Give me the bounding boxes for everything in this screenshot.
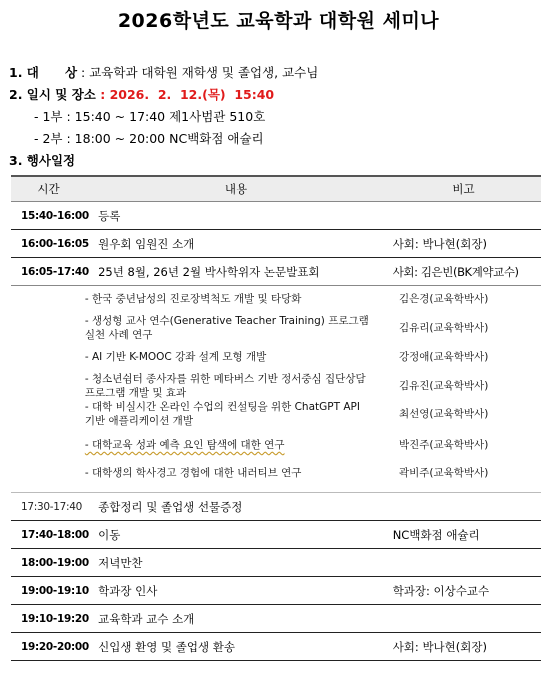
presentation-topic: - 한국 중년남성의 진로장벽척도 개발 및 타당화 [85,292,369,306]
when-value: : 2026. 2. 12.(목) 15:40 [95,87,275,102]
row-time: 17:30-17:40 [21,500,83,513]
list-item [11,350,541,364]
list-item [11,292,541,306]
row-note: 사회: 김은빈(BK계약교수) [392,264,519,279]
row-activity: 25년 8월, 26년 2월 박사학위자 논문발표회 [98,264,320,279]
presentation-topic: - 생성형 교사 연수(Generative Teacher Training) 프로그램 실천 사례 연구 [85,314,369,342]
target-value: : 교육학과 대학원 재학생 및 졸업생, 교수님 [77,65,319,80]
row-time: 16:05-17:40 [21,265,89,278]
table-row [11,202,541,230]
list-item [11,438,541,452]
presentation-topic: - AI 기반 K-MOOC 강좌 설계 모형 개발 [85,350,369,364]
schedule-table [11,175,541,661]
list-item [11,314,541,342]
part2-line: - 2부 : 18:00 ~ 20:00 NC백화점 애슐리 [34,131,264,146]
row-activity: 종합정리 및 졸업생 선물증정 [98,499,243,514]
row-time: 19:10-19:20 [21,612,89,625]
row-note: 학과장: 이상수교수 [392,583,490,598]
row-time: 17:40-18:00 [21,528,89,541]
row-activity: 저녁만찬 [98,555,143,570]
table-row [11,549,541,577]
table-header [11,175,541,202]
table-row [11,493,541,521]
row-activity: 학과장 인사 [98,583,158,598]
presentation-presenter: 강정애(교육학박사) [398,351,489,363]
list-item [11,466,541,480]
presentation-presenter: 김은경(교육학박사) [398,293,489,305]
row-time: 19:00-19:10 [21,584,89,597]
presentation-presenter: 김유진(교육학박사) [398,380,489,392]
presentation-presenter: 최선영(교육학박사) [398,408,489,420]
table-row [11,577,541,605]
presentation-list [11,286,541,493]
table-row [11,230,541,258]
presentation-presenter: 박진주(교육학박사) [398,439,489,451]
row-activity: 등록 [98,208,121,223]
row-note: 사회: 박나현(회장) [392,639,487,654]
row-activity: 원우회 임원진 소개 [98,236,195,251]
row-time: 19:20-20:00 [21,640,89,653]
presentation-topic: - 대학 비실시간 온라인 수업의 컨설팅을 위한 ChatGPT API 기반 애플리케이션 개발 [85,400,369,428]
list-item [11,400,541,428]
part1-line: - 1부 : 15:40 ~ 17:40 제1사범관 510호 [34,109,266,124]
table-row [11,605,541,633]
table-row [11,521,541,549]
presentation-topic: - 대학생의 학사경고 경험에 대한 내러티브 연구 [85,466,369,480]
row-time: 15:40-16:00 [21,209,89,222]
header-time: 시간 [37,182,60,196]
presentation-topic: - 대학교육 성과 예측 요인 탐색에 대한 연구 [85,438,369,452]
row-note: NC백화점 애슐리 [392,527,480,542]
table-row [11,633,541,661]
row-time: 16:00-16:05 [21,237,89,250]
row-time: 18:00-19:00 [21,556,89,569]
row-note: 사회: 박나현(회장) [392,236,487,251]
row-activity: 신입생 환영 및 졸업생 환송 [98,639,235,654]
presentation-presenter: 김유리(교육학박사) [398,322,489,334]
row-activity: 이동 [98,527,121,542]
header-activity: 내용 [224,182,248,196]
target-line [9,63,318,81]
when-line [9,85,274,103]
presentation-topic: - 청소년쉼터 종사자를 위한 메타버스 기반 정서중심 집단상담 프로그램 개발 및 효과 [85,372,369,400]
header-note: 비고 [452,182,475,196]
list-item [11,372,541,400]
presentation-presenter: 곽비주(교육학박사) [398,467,489,479]
page-title: 2026학년도 교육학과 대학원 세미나 [117,10,440,32]
when-label: 2. 일시 및 장소 [9,87,96,102]
row-activity: 교육학과 교수 소개 [98,611,195,626]
table-row [11,258,541,286]
schedule-label: 3. 행사일정 [9,153,76,168]
target-label: 1. 대 상 [9,65,78,80]
